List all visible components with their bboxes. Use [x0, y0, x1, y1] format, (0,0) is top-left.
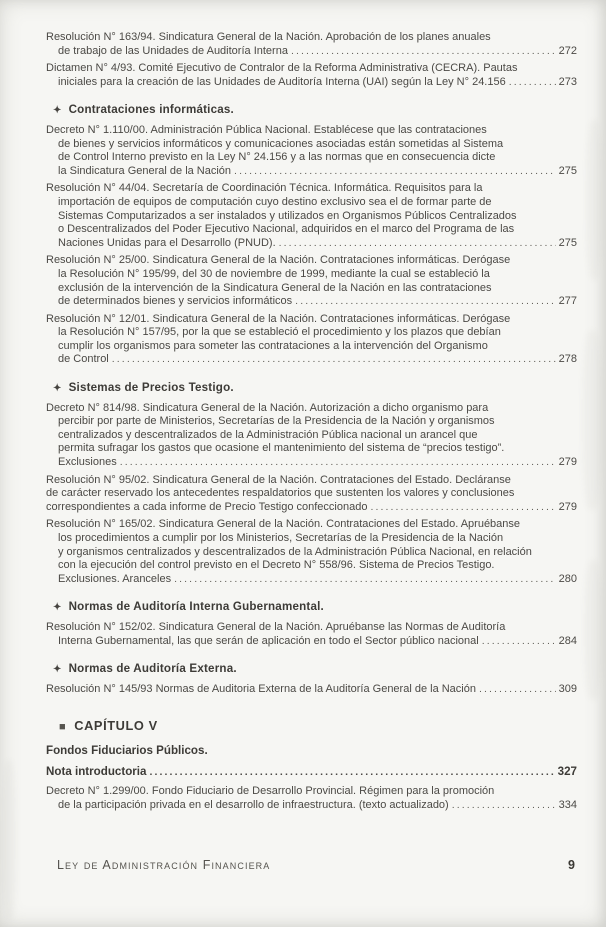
entry-line [46, 456, 577, 470]
entry-line: percibir por parte de Ministerios, Secretarías de la Presidencia de la Nación y organismos [58, 415, 495, 428]
entry-text: de determinados bienes y servicios informáticos [58, 295, 293, 308]
page-number: 275 [558, 236, 577, 249]
section-heading [46, 103, 577, 118]
entry-line: Resolución N° 163/94. Sindicatura General de la Nación. Aprobación de los planes anuales [46, 31, 491, 43]
entry-line: Resolución N° 165/02. Sindicatura General de la Nación. Contrataciones del Estado. Apruébanse [46, 518, 521, 531]
entry-line [46, 573, 577, 587]
entry-text: Resolución N° 145/93 Normas de Auditoria Externa de la Auditoría General de la Nación [46, 682, 476, 695]
entry-line: Dictamen N° 4/93. Comité Ejecutivo de Contralor de la Reforma Administrativa (CECRA). Pautas [46, 62, 518, 75]
entry-line: permita sufragar los gastos que ocasione el mantenimiento del sistema de “precios testigo”. [58, 442, 505, 455]
entry-line: y organismos centralizados y descentralizados de la Administración Pública Nacional, en relación [58, 545, 532, 558]
entry-text: Interna Gubernamental, las que serán de aplicación en todo el Sector público nacional [58, 634, 479, 647]
page-number: 280 [558, 572, 577, 585]
entry-line: Resolución N° 152/02. Sindicatura General de la Nación. Apruébanse las Normas de Auditoría [46, 620, 506, 633]
entry-line [46, 76, 577, 90]
toc-entry [46, 621, 577, 648]
entry-line: o Descentralizados del Poder Ejecutivo Nacional, adquiridos en el marco del Programa de las [58, 223, 515, 236]
heading-label: CAPÍTULO V [74, 718, 158, 734]
entry-text: de la participación privada en el desarrollo de infraestructura. (texto actualizado) [58, 798, 449, 811]
heading-label: Sistemas de Precios Testigo. [68, 381, 234, 395]
subsection-title: Fondos Fiduciarios Públicos. [46, 743, 208, 757]
entry-line: los procedimientos a cumplir por los Ministerios, Secretarías de la Presidencia de la Nación [58, 532, 504, 544]
entry-text: Exclusiones. Aranceles [58, 572, 172, 585]
entry-text: Naciones Unidas para el Desarrollo (PNUD). [58, 236, 276, 249]
entry-line: Sistemas Computarizados a ser instalados y utilizados en Organismos Públicos Centralizados [58, 209, 517, 222]
entry-text: de Control [58, 353, 109, 366]
entry-line [46, 799, 577, 813]
page-number: 279 [558, 500, 577, 513]
entry-text: de trabajo de las Unidades de Auditoría Interna [58, 44, 288, 57]
entry-text: Nota introductoria [46, 764, 147, 778]
entry-line [46, 683, 577, 697]
scan-artifact [584, 560, 602, 700]
entry-line [46, 165, 577, 179]
footer-title: Ley de Administración Financiera [57, 858, 271, 872]
heading-label: Normas de Auditoría Interna Gubernamental. [68, 600, 324, 614]
toc-entry [46, 474, 577, 515]
section-heading [46, 381, 577, 396]
entry-line [46, 353, 577, 367]
dot-leader [234, 165, 556, 179]
dot-leader [120, 456, 556, 470]
entry-line: la Resolución N° 195/99, del 30 de noviembre de 1999, mediante la cual se estableció la [58, 267, 490, 280]
dot-leader [452, 799, 556, 813]
toc-entry [46, 765, 577, 780]
dot-leader [291, 45, 556, 59]
page-number: 278 [558, 353, 577, 366]
dot-leader [479, 683, 556, 697]
chapter-heading [46, 719, 577, 735]
dot-leader [149, 765, 554, 780]
toc-entry [46, 402, 577, 470]
entry-line: con la ejecución del control previsto en el Decreto N° 558/96. Sistema de Precios Testigo. [58, 559, 495, 572]
entry-line: centralizados y descentralizados de la Administración Pública nacional un arancel que [58, 428, 478, 441]
page-number: 272 [558, 44, 577, 57]
dot-leader [112, 353, 556, 367]
entry-line: de Control Interno previsto en la Ley N° 24.156 y a las normas que en consecuencia dicte [58, 151, 496, 164]
toc-entry [46, 62, 577, 89]
entry-line [46, 45, 577, 59]
page-number: 277 [558, 295, 577, 308]
star-icon: ✦ [53, 664, 62, 676]
dot-leader [295, 295, 555, 309]
page-number: 275 [558, 164, 577, 177]
dot-leader [174, 573, 556, 587]
entry-line [46, 295, 577, 309]
entry-text: iniciales para la creación de las Unidades de Auditoría Interna (UAI) según la Ley N° 24.156 [58, 75, 506, 88]
footer-page-number: 9 [568, 858, 575, 872]
dot-leader [370, 501, 555, 515]
entry-text: la Sindicatura General de la Nación [58, 164, 232, 177]
toc-entry [46, 31, 577, 58]
toc-entry [46, 518, 577, 586]
entry-line: de bienes y servicios informáticos y comunicaciones asociadas están sometidas al Sistema [58, 137, 504, 150]
entry-line: Decreto N° 1.110/00. Administración Pública Nacional. Establécese que las contrataciones [46, 123, 487, 136]
page-number: 334 [558, 798, 577, 811]
entry-line: Decreto N° 814/98. Sindicatura General de la Nación. Autorización a dicho organismo para [46, 401, 489, 414]
page-number: 327 [557, 764, 577, 778]
entry-line [46, 237, 577, 251]
dot-leader [482, 635, 556, 649]
star-icon: ✦ [53, 105, 62, 117]
entry-line: la Resolución N° 157/95, por la que se estableció el procedimiento y los plazos que debían [58, 326, 501, 339]
star-icon: ✦ [53, 383, 62, 395]
scan-artifact [586, 120, 602, 280]
entry-line: Decreto N° 1.299/00. Fondo Fiduciario de Desarrollo Provincial. Régimen para la promoción [46, 785, 495, 798]
toc-entry [46, 785, 577, 812]
entry-line [46, 501, 577, 515]
entry-line: Resolución N° 95/02. Sindicatura General de la Nación. Contrataciones del Estado. Decláranse [46, 473, 511, 486]
entry-line: Resolución N° 44/04. Secretaría de Coordinación Técnica. Informática. Requisitos para la [46, 182, 483, 195]
dot-leader [279, 237, 556, 251]
star-icon: ✦ [53, 602, 62, 614]
heading-label: Normas de Auditoría Externa. [68, 662, 237, 676]
entry-line: cumplir los organismos para someter las contrataciones a la intervención del Organismo [58, 339, 488, 352]
entry-text: correspondientes a cada informe de Precio Testigo confeccionado [46, 500, 368, 513]
toc [46, 31, 577, 816]
entry-line: de carácter reservado los antecedentes respaldatorios que sustenten los valores y conclusiones [46, 487, 515, 500]
square-icon: ■ [59, 721, 67, 734]
page-footer [57, 858, 575, 872]
page-number: 284 [558, 634, 577, 647]
scan-artifact [2, 760, 16, 920]
heading-label: Contrataciones informáticas. [68, 103, 234, 117]
entry-line: importación de equipos de computación cuyo destino exclusivo sea el de formar parte de [58, 195, 492, 208]
entry-line [46, 635, 577, 649]
entry-line: Resolución N° 12/01. Sindicatura General de la Nación. Contrataciones informáticas. Derógase [46, 312, 511, 325]
entry-line: Resolución N° 25/00. Sindicatura General de la Nación. Contrataciones informáticas. Derógase [46, 254, 511, 267]
section-heading [46, 662, 577, 677]
page-number: 279 [558, 456, 577, 469]
entry-line: exclusión de la intervención de la Sindicatura General de la Nación en las contrataciones [58, 281, 492, 294]
toc-entry [46, 683, 577, 697]
toc-entry [46, 254, 577, 308]
entry-line [46, 765, 577, 780]
scan-artifact [582, 330, 602, 510]
section-heading [46, 600, 577, 615]
entry-text: Exclusiones [58, 456, 117, 469]
toc-entry [46, 124, 577, 178]
toc-entry [46, 182, 577, 250]
toc-entry [46, 313, 577, 367]
page-number: 273 [558, 75, 577, 88]
dot-leader [509, 76, 556, 90]
page-number: 309 [558, 682, 577, 695]
